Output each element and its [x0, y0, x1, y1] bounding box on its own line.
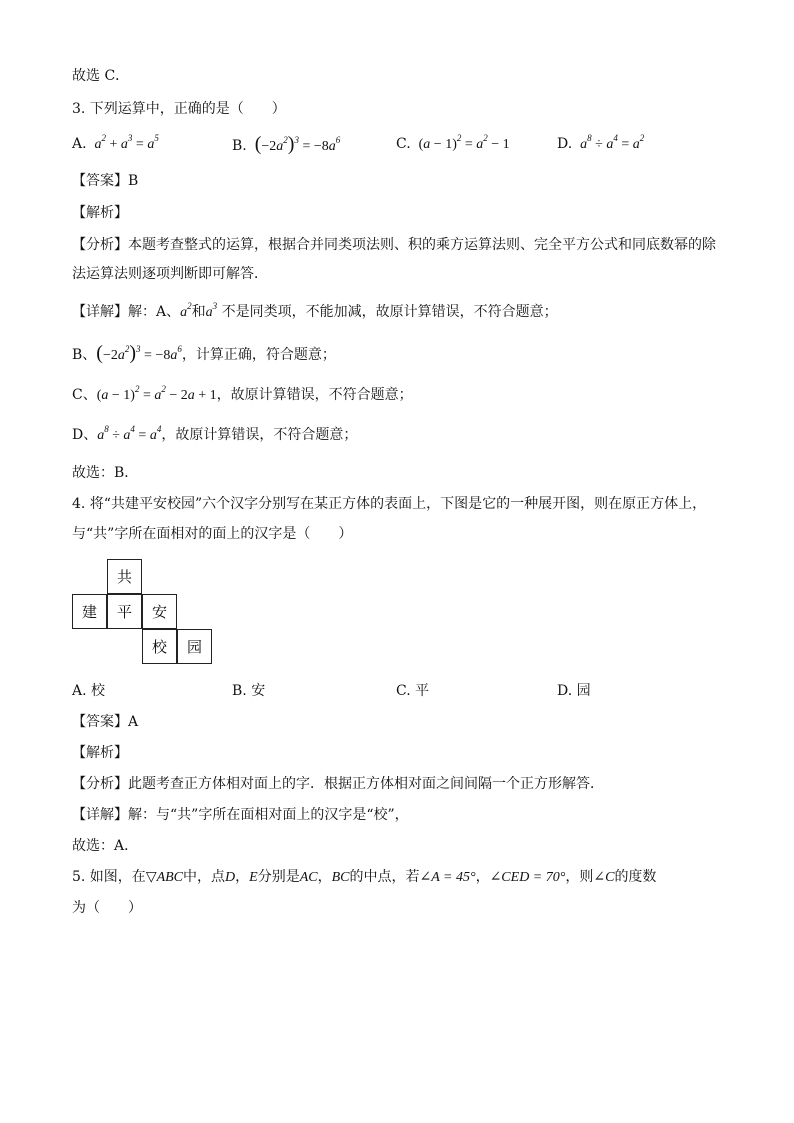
q5-segment-bc: BC: [331, 870, 350, 885]
q3-d-expr: $a^8 \div a^4 = a^4$: [97, 424, 162, 443]
q3-option-d: [557, 134, 644, 155]
q3-detail-suffix: 不是同类项，不能加减，故原计算错误，不符合题意；: [217, 304, 558, 320]
q5-angle-c: ∠C: [593, 870, 615, 885]
q4-option-b: B. 安: [232, 683, 266, 699]
q4-option-a: A. 校: [72, 683, 106, 699]
q4-analysis: 【分析】此题考查正方体相对面上的字．根据正方体相对面之间间隔一个正方形解答．: [72, 776, 604, 792]
q3-option-b: [232, 134, 340, 157]
prev-answer-line: 故选 C．: [72, 68, 130, 84]
q3-detail-a3: $a^3$: [205, 301, 218, 320]
q3-detail-and: 和: [191, 304, 206, 320]
q5-text-4: 分别是: [257, 869, 300, 885]
net-cell-ping: 平: [107, 594, 142, 629]
q3-detail-c: [72, 385, 413, 406]
q3-option-a-expr: $a^2 + a^3 = a^5$: [91, 133, 159, 152]
net-cell-jian: 建: [72, 594, 107, 629]
q4-jiexi-heading: 【解析】: [72, 745, 128, 761]
q3-detail-a2: $a^2$: [180, 301, 192, 320]
q4-option-c: C. 平: [396, 683, 430, 699]
q5-text-9: 的度数: [614, 869, 657, 885]
q3-c-suffix: ，故原计算错误，不符合题意；: [216, 387, 413, 403]
q5-point-e: E: [249, 870, 258, 885]
q3-b-suffix: ，计算正确，符合题意；: [181, 347, 336, 363]
q3-option-a: [72, 134, 159, 155]
q3-analysis-line-1: 【分析】本题考查整式的运算，根据合并同类项法则、积的乘方运算法则、完全平方公式和同底数幂的除: [72, 237, 716, 253]
q3-detail-prefix: 【详解】解：A、: [72, 304, 181, 320]
q3-option-d-label: D.: [557, 136, 573, 152]
q3-option-c: [396, 134, 510, 155]
q5-point-d: D: [225, 870, 236, 885]
q3-answer: 【答案】B: [72, 173, 139, 189]
q5-triangle-abc: ▽ABC: [145, 870, 184, 885]
net-cell-xiao: 校: [142, 629, 177, 664]
q3-jiexi-heading: 【解析】: [72, 205, 128, 221]
q3-d-suffix: ，故原计算错误，不符合题意；: [161, 427, 358, 443]
q5-text-1: 5. 如图，在: [72, 869, 146, 885]
q3-stem: 3. 下列运算中，正确的是（ ）: [72, 101, 286, 117]
q3-c-expr: $(a - 1)^2 = a^2 - 2a + 1$: [96, 384, 217, 403]
q5-text-3: ，: [235, 869, 250, 885]
q5-stem-line-1: [72, 867, 656, 888]
net-cell-gong: 共: [107, 559, 142, 594]
q5-text-7: ，: [475, 869, 490, 885]
q3-detail-d: [72, 425, 357, 446]
q4-answer: 【答案】A: [72, 714, 139, 730]
q5-text-5: ，: [317, 869, 332, 885]
q3-option-c-expr: $(a - 1)^2 = a^2 - 1$: [418, 133, 510, 152]
q3-final: 故选：B．: [72, 465, 139, 481]
q5-angle-a: ∠A = 45°: [419, 870, 476, 885]
q4-detail: 【详解】解：与“共”字所在面相对面上的汉字是“校”，: [72, 807, 409, 823]
net-cell-yuan: 园: [177, 629, 212, 664]
q3-option-d-expr: $a^8 \div a^4 = a^2$: [576, 133, 645, 152]
q3-c-prefix: C、: [72, 387, 97, 403]
q4-final: 故选：A．: [72, 838, 139, 854]
q5-text-6: 的中点，若: [349, 869, 420, 885]
q3-b-expr: $(-2a^2)^3 = -8a^6$: [96, 342, 182, 364]
q3-detail-a: [72, 302, 558, 323]
q4-stem-line-1: 4. 将“共建平安校园”六个汉字分别写在某正方体的表面上，下图是它的一种展开图，则在原正方体上，: [72, 496, 707, 512]
q5-segment-ac: AC: [299, 870, 318, 885]
q3-d-prefix: D、: [72, 427, 98, 443]
q3-option-c-label: C.: [396, 136, 411, 152]
q3-option-a-label: A.: [72, 136, 87, 152]
q3-b-prefix: B、: [72, 347, 97, 363]
q5-angle-ced: ∠CED = 70°: [489, 870, 566, 885]
q5-text-2: 中，点: [183, 869, 226, 885]
q3-option-b-expr: $(-2a^2)^3 = -8a^6$: [254, 133, 341, 155]
q4-option-d: D. 园: [557, 683, 591, 699]
q3-detail-b: [72, 343, 336, 366]
q4-stem-line-2: 与“共”字所在面相对的面上的汉字是（ ）: [72, 526, 353, 542]
q3-option-b-label: B.: [232, 138, 247, 154]
q5-text-8: ，则: [565, 869, 594, 885]
net-cell-an: 安: [142, 594, 177, 629]
q3-analysis-line-2: 法运算法则逐项判断即可解答．: [72, 266, 268, 282]
q5-stem-line-2: 为（ ）: [72, 900, 142, 916]
